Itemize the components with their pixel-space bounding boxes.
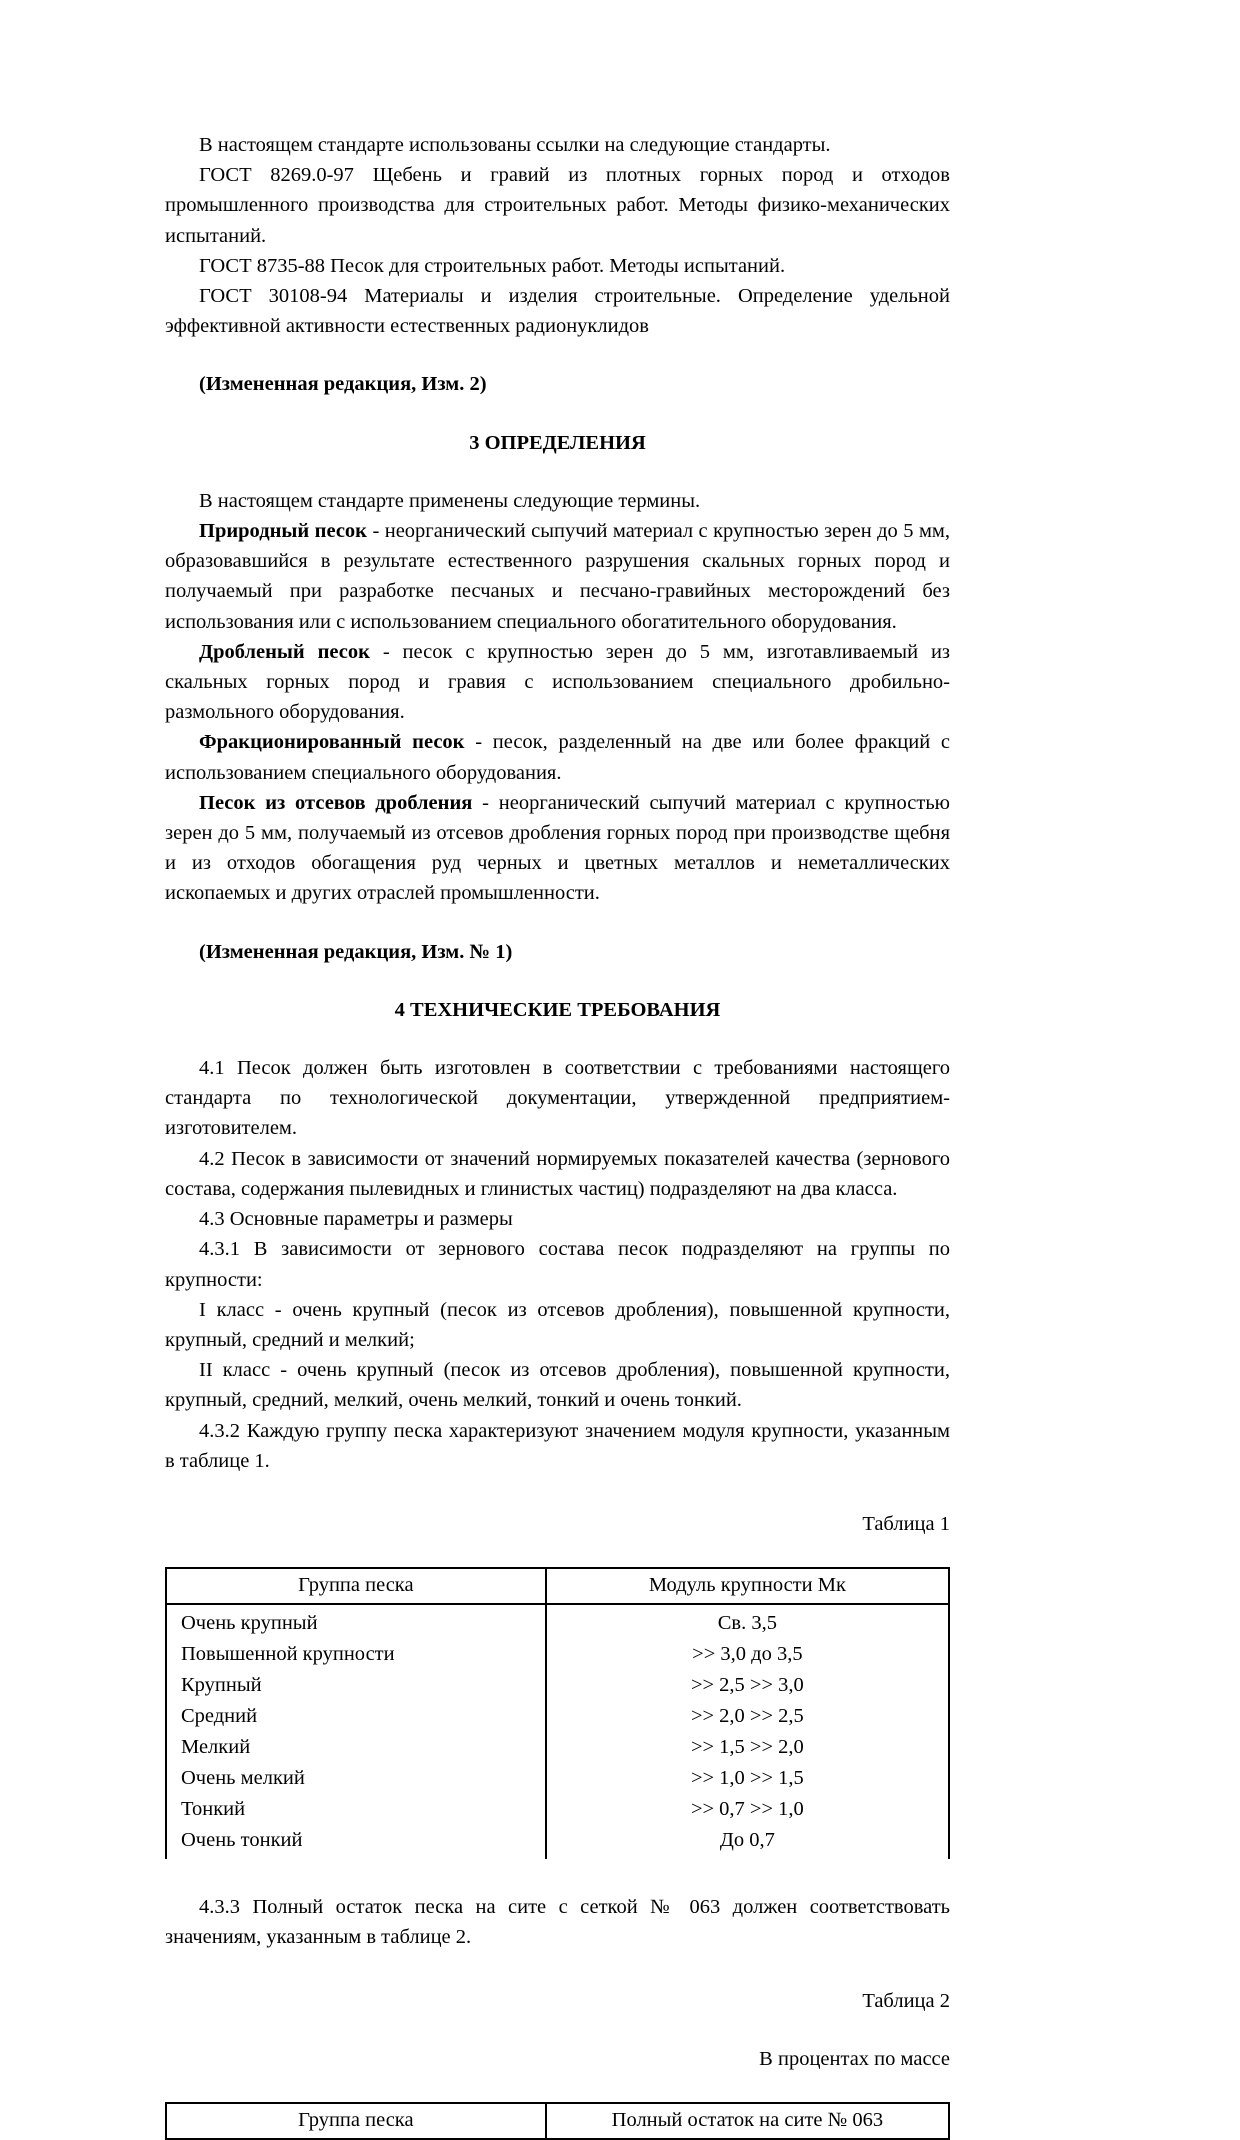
section-3-heading: 3 ОПРЕДЕЛЕНИЯ: [469, 431, 646, 454]
table-cell-modulus: >> 3,0 до 3,5: [546, 1639, 949, 1670]
table-cell-group: Очень мелкий: [166, 1763, 546, 1794]
table-2-header-residue: Полный остаток на сите № 063: [546, 2103, 949, 2139]
amendment-note-2: (Измененная редакция, Изм. 2): [199, 373, 487, 396]
table-row: [166, 1639, 949, 1670]
spacer: [165, 1859, 950, 1892]
table-header-row: [166, 1568, 949, 1604]
term-definition: песок, разделенный на две или более фракций с использованием специального оборудования.: [165, 731, 951, 784]
spacer: [165, 1025, 950, 1053]
table-2-wrapper: [165, 2102, 950, 2140]
term-name: Фракционированный песок: [199, 731, 465, 754]
table-cell-modulus: >> 1,5 >> 2,0: [546, 1732, 949, 1763]
spacer: [165, 909, 950, 937]
table-cell-modulus: До 0,7: [546, 1825, 949, 1859]
section-4-heading: 4 ТЕХНИЧЕСКИЕ ТРЕБОВАНИЯ: [394, 998, 721, 1021]
paragraph-class-2: II класс - очень крупный (песок из отсевов дробления), повышенной крупности, крупный, средний, мелкий, очень мелкий, тонкий и очень тонкий.: [165, 1359, 950, 1412]
term-definition: неорганический сыпучий материал с крупностью зерен до 5 мм, получаемый из отсевов дробления горных пород при производстве щебня и из отходов обогащения руд черных и цветных металлов и неметаллических ископаемых и других отраслей промышленности.: [165, 791, 951, 905]
table-row: [166, 1763, 949, 1794]
spacer: [165, 458, 950, 486]
table-row: [166, 1794, 949, 1825]
term-entry-screening-sand: [165, 788, 950, 909]
table-row: [166, 1701, 949, 1732]
table-cell-modulus: >> 0,7 >> 1,0: [546, 1794, 949, 1825]
paragraph-class-1: I класс - очень крупный (песок из отсевов дробления), повышенной крупности, крупный, средний и мелкий;: [165, 1298, 950, 1351]
table-2-caption: Таблица 2: [862, 1989, 950, 2012]
spacer: [165, 2016, 950, 2044]
intro-paragraph: В настоящем стандарте использованы ссылки на следующие стандарты.: [199, 134, 831, 156]
table-1-caption: Таблица 1: [862, 1512, 950, 1535]
spacer: [165, 2074, 950, 2102]
spacer: [165, 1539, 950, 1567]
term-name: Дробленый песок: [199, 640, 370, 663]
term-entry-natural-sand: [165, 516, 950, 637]
term-separator: -: [472, 791, 499, 814]
table-row: [166, 1604, 949, 1639]
table-cell-group: Мелкий: [166, 1732, 546, 1763]
term-separator: -: [464, 731, 493, 754]
term-separator: -: [369, 640, 403, 663]
paragraph-4-3-3: 4.3.3 Полный остаток песка на сите с сеткой № 063 должен соответствовать значениям, указанным в таблице 2.: [165, 1896, 950, 1949]
table-1: [165, 1567, 950, 1859]
spacer: [165, 341, 950, 369]
table-2: [165, 2102, 950, 2140]
term-definition: неорганический сыпучий материал с крупностью зерен до 5 мм, образовавшийся в результате естественного разрушения скальных горных пород и получаемый при разработке песчаных и песчано-гравийных месторождений без использования или с использованием специального обогатительного оборудования.: [165, 520, 951, 633]
spacer: [165, 1953, 950, 1986]
table-cell-modulus: Св. 3,5: [546, 1604, 949, 1639]
table-row: [166, 1670, 949, 1701]
table-cell-group: Очень крупный: [166, 1604, 546, 1639]
paragraph-4-3-2: 4.3.2 Каждую группу песка характеризуют значением модуля крупности, указанным в таблице 1.: [165, 1419, 950, 1472]
spacer: [165, 1476, 950, 1509]
paragraph-4-3: 4.3 Основные параметры и размеры: [199, 1208, 513, 1231]
term-definition: песок с крупностью зерен до 5 мм, изготавливаемый из скальных горных пород и гравия с использованием специального дробильно-размольного оборудования.: [165, 640, 951, 724]
table-1-wrapper: [165, 1567, 950, 1859]
table-row: [166, 1825, 949, 1859]
spacer: [165, 400, 950, 428]
reference-gost-8735: ГОСТ 8735-88 Песок для строительных работ. Методы испытаний.: [199, 254, 786, 277]
table-cell-group: Повышенной крупности: [166, 1639, 546, 1670]
table-cell-group: Тонкий: [166, 1794, 546, 1825]
paragraph-4-2: 4.2 Песок в зависимости от значений нормируемых показателей качества (зернового состава, содержания пылевидных и глинистых частиц) подразделяют на два класса.: [165, 1147, 950, 1200]
table-row: [166, 1732, 949, 1763]
table-1-header-modulus: Модуль крупности Мк: [546, 1568, 949, 1604]
page-content: [165, 130, 950, 2140]
table-2-header-group: Группа песка: [166, 2103, 546, 2139]
paragraph-4-3-1: 4.3.1 В зависимости от зернового состава песок подразделяют на группы по крупности:: [165, 1238, 950, 1291]
section-3-lead: В настоящем стандарте применены следующие термины.: [199, 489, 701, 512]
table-1-header-group: Группа песка: [166, 1568, 546, 1604]
table-cell-modulus: >> 2,0 >> 2,5: [546, 1701, 949, 1732]
term-separator: -: [367, 520, 385, 543]
table-cell-modulus: >> 1,0 >> 1,5: [546, 1763, 949, 1794]
paragraph-4-1: 4.1 Песок должен быть изготовлен в соответствии с требованиями настоящего стандарта по технологической документации, утвержденной предприятием-изготовителем.: [165, 1057, 950, 1140]
term-name: Природный песок: [199, 520, 367, 543]
table-cell-modulus: >> 2,5 >> 3,0: [546, 1670, 949, 1701]
term-name: Песок из отсевов дробления: [199, 791, 473, 814]
spacer: [165, 967, 950, 995]
table-header-row: [166, 2103, 949, 2139]
reference-gost-8269: ГОСТ 8269.0-97 Щебень и гравий из плотных горных пород и отходов промышленного производства для строительных работ. Методы физико-механических испытаний.: [165, 164, 950, 247]
table-2-units-note: В процентах по массе: [759, 2047, 950, 2070]
term-entry-crushed-sand: [165, 637, 950, 728]
term-entry-fractionated-sand: [165, 727, 950, 787]
table-cell-group: Крупный: [166, 1670, 546, 1701]
reference-gost-30108: ГОСТ 30108-94 Материалы и изделия строительные. Определение удельной эффективной активности естественных радионуклидов: [165, 285, 950, 338]
table-cell-group: Средний: [166, 1701, 546, 1732]
amendment-note-1: (Измененная редакция, Изм. № 1): [199, 940, 513, 963]
table-cell-group: Очень тонкий: [166, 1825, 546, 1859]
